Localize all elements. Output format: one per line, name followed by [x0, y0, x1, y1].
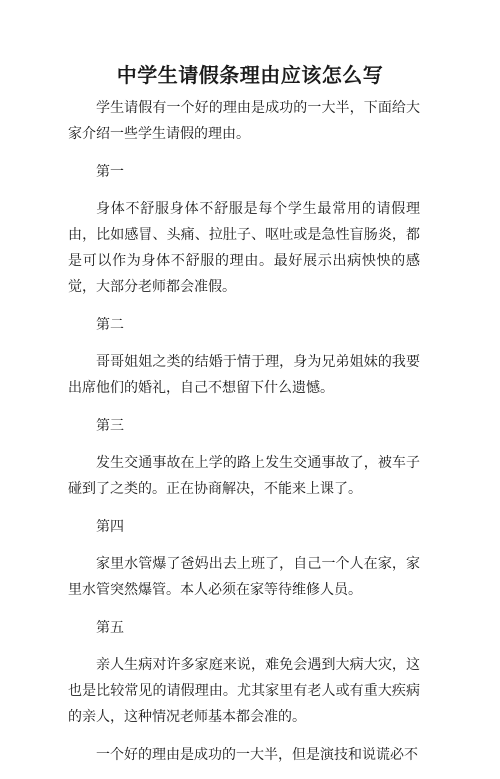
- section-heading-2: 第二: [96, 316, 124, 333]
- section-heading-3: 第三: [96, 417, 124, 434]
- section-paragraph-2: 哥哥姐姐之类的结婚于情于理，身为兄弟姐妹的我要出席他们的婚礼，自己不想留下什么遗憾。: [68, 354, 420, 396]
- section-heading-1: 第一: [96, 163, 124, 180]
- section-paragraph-3: 发生交通事故在上学的路上发生交通事故了，被车子碰到了之类的。正在协商解决，不能来上课了。: [68, 455, 420, 497]
- section-paragraph-4: 家里水管爆了爸妈出去上班了，自己一个人在家，家里水管突然爆管。本人必须在家等待维修人员。: [68, 556, 420, 598]
- closing-paragraph: 一个好的理由是成功的一大半，但是演技和说谎必不: [96, 746, 418, 763]
- section-paragraph-5: 亲人生病对许多家庭来说，难免会遇到大病大灾，这也是比较常见的请假理由。尤其家里有老人或有重大疾病的亲人，这种情况老师基本都会准的。: [68, 657, 420, 725]
- section-heading-5: 第五: [96, 619, 124, 636]
- intro-paragraph: 学生请假有一个好的理由是成功的一大半，下面给大家介绍一些学生请假的理由。: [68, 100, 420, 142]
- section-paragraph-1: 身体不舒服身体不舒服是每个学生最常用的请假理由，比如感冒、头痛、拉肚子、呕吐或是急性盲肠炎，都是可以作为身体不舒服的理由。最好展示出病怏怏的感觉，大部分老师都会准假。: [68, 201, 420, 295]
- document-title: 中学生请假条理由应该怎么写: [116, 63, 384, 87]
- document-body: [68, 95, 420, 779]
- section-heading-4: 第四: [96, 518, 124, 535]
